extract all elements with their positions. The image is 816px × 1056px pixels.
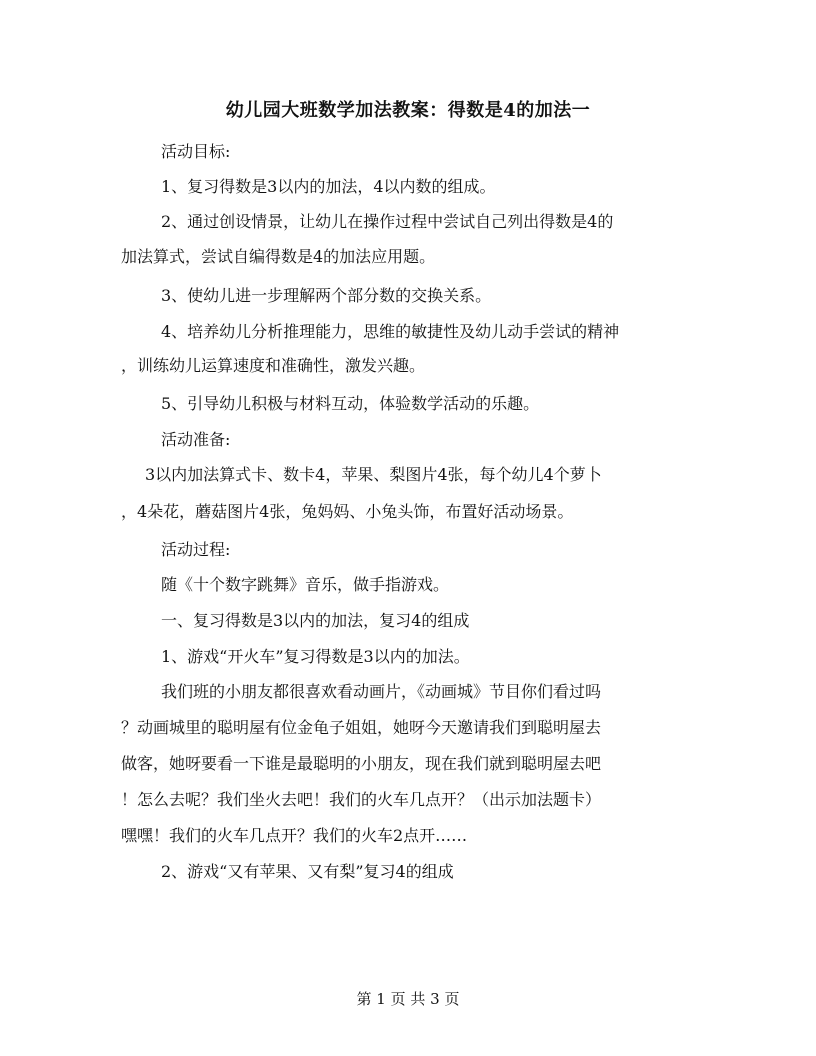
paragraph-line: 2、游戏“又有苹果、又有梨”复习4的组成 — [161, 862, 454, 881]
paragraph-line: 4、培养幼儿分析推理能力，思维的敏捷性及幼儿动手尝试的精神 — [161, 322, 620, 341]
page-number-footer: 第 1 页 共 3 页 — [356, 990, 460, 1008]
paragraph-line: 随《十个数字跳舞》音乐，做手指游戏。 — [161, 575, 450, 594]
paragraph-line: 5、引导幼儿积极与材料互动，体验数学活动的乐趣。 — [161, 394, 540, 413]
paragraph-line: 2、通过创设情景，让幼儿在操作过程中尝试自己列出得数是4的 — [161, 212, 614, 231]
paragraph-line: 做客，她呀要看一下谁是最聪明的小朋友，现在我们就到聪明屋去吧 — [121, 754, 602, 773]
paragraph-line: 加法算式，尝试自编得数是4的加法应用题。 — [121, 247, 436, 266]
paragraph-line: 嘿嘿！我们的火车几点开？我们的火车2点开…… — [121, 826, 468, 845]
paragraph-line: 我们班的小朋友都很喜欢看动画片，《动画城》节目你们看过吗 — [161, 682, 602, 701]
paragraph-line: ？动画城里的聪明屋有位金龟子姐姐，她呀今天邀请我们到聪明屋去 — [121, 718, 602, 737]
section-heading-process: 活动过程: — [161, 540, 231, 559]
paragraph-line: 3、使幼儿进一步理解两个部分数的交换关系。 — [161, 286, 492, 305]
paragraph-line: ！怎么去呢？我们坐火去吧！我们的火车几点开？（出示加法题卡） — [121, 790, 602, 809]
paragraph-line: ，训练幼儿运算速度和准确性，激发兴趣。 — [121, 356, 426, 375]
paragraph-line: 3以内加法算式卡、数卡4，苹果、梨图片4张，每个幼儿4个萝卜 — [145, 465, 602, 484]
paragraph-line: ，4朵花，蘑菇图片4张，兔妈妈、小兔头饰，布置好活动场景。 — [121, 502, 574, 521]
paragraph-line: 一、复习得数是3以内的加法，复习4的组成 — [161, 611, 470, 630]
paragraph-line: 1、游戏“开火车”复习得数是3以内的加法。 — [161, 647, 470, 666]
document-title: 幼儿园大班数学加法教案：得数是4的加法一 — [225, 100, 591, 121]
section-heading-goals: 活动目标: — [161, 142, 231, 161]
paragraph-line: 1、复习得数是3以内的加法，4以内数的组成。 — [161, 177, 496, 196]
section-heading-preparation: 活动准备: — [161, 430, 231, 449]
